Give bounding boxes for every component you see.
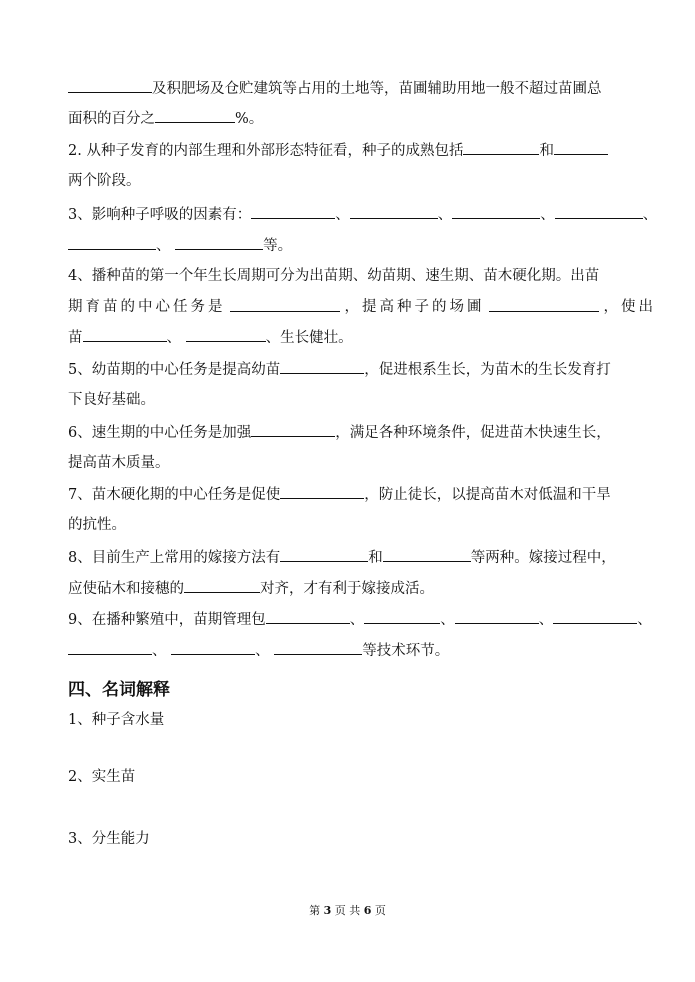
question-4-line-2: [68, 297, 656, 317]
answer-blank[interactable]: [175, 235, 263, 250]
answer-blank[interactable]: [280, 484, 364, 499]
question-9-line-2: [68, 640, 656, 661]
term-item: 1、种子含水量: [68, 712, 165, 728]
question-4-line-3: [68, 327, 656, 348]
answer-blank[interactable]: [155, 108, 235, 123]
question-8-line-2: [68, 578, 656, 599]
separator: 、: [642, 207, 658, 223]
question-text: ，防止徒长，以提高苗木对低温和干旱: [364, 487, 611, 503]
question-6-line-1: [68, 422, 656, 443]
question-1-line-2: [68, 108, 656, 129]
answer-blank[interactable]: [553, 609, 637, 624]
footer-text: 页: [374, 904, 386, 917]
question-text: ，促进根系生长，为苗木的生长发育打: [364, 362, 611, 378]
question-4-line-1: 4、播种苗的第一个年生长周期可分为出苗期、幼苗期、速生期、苗木硬化期。出苗: [68, 268, 600, 284]
question-text: 、生长健壮。: [265, 330, 353, 346]
answer-blank[interactable]: [251, 204, 335, 219]
answer-blank[interactable]: [68, 640, 152, 655]
separator: 、: [335, 207, 350, 223]
question-9-line-1: [68, 609, 656, 630]
question-text: 等。: [263, 238, 293, 254]
question-text: ，提高种子的场圃: [344, 299, 485, 315]
question-5-line-1: [68, 359, 656, 380]
answer-blank[interactable]: [266, 609, 350, 624]
separator: 、: [637, 612, 652, 628]
term-item: 3、分生能力: [68, 831, 150, 847]
question-text: 应使砧木和接穗的: [68, 581, 184, 597]
answer-blank[interactable]: [350, 204, 438, 219]
answer-blank[interactable]: [68, 78, 152, 93]
answer-blank[interactable]: [274, 640, 362, 655]
question-8-line-1: [68, 547, 656, 568]
answer-blank[interactable]: [68, 235, 156, 250]
question-text: 对齐，才有利于嫁接成活。: [260, 581, 434, 597]
answer-blank[interactable]: [171, 640, 255, 655]
answer-blank[interactable]: [83, 327, 167, 342]
term-item: 2、实生苗: [68, 769, 136, 785]
answer-blank[interactable]: [383, 547, 471, 562]
separator: 、: [538, 612, 554, 628]
question-text: 和: [368, 550, 383, 566]
question-6-line-2: 提高苗木质量。: [68, 455, 170, 471]
answer-blank[interactable]: [186, 327, 266, 342]
question-text: 3、影响种子呼吸的因素有：: [68, 207, 252, 223]
separator: 、: [349, 612, 365, 628]
question-text: 9、在播种繁殖中，苗期管理包: [68, 612, 266, 628]
question-text: 等两种。嫁接过程中，: [470, 550, 616, 566]
question-text: 等技术环节。: [362, 643, 450, 659]
question-text: 面积的百分之: [68, 111, 155, 127]
answer-blank[interactable]: [251, 422, 335, 437]
answer-blank[interactable]: [184, 578, 260, 593]
question-text: %。: [235, 111, 264, 127]
question-text: 8、目前生产上常用的嫁接方法有: [68, 550, 281, 566]
answer-blank[interactable]: [364, 609, 440, 624]
separator: 、: [166, 330, 181, 346]
footer-text: 页 共: [334, 904, 361, 917]
question-2-line-2: 两个阶段。: [68, 173, 141, 189]
answer-blank[interactable]: [280, 547, 368, 562]
footer-text: 第: [309, 904, 321, 917]
question-text: 6、速生期的中心任务是加强: [68, 425, 252, 441]
question-5-line-2: 下良好基础。: [68, 392, 155, 408]
answer-blank[interactable]: [455, 609, 539, 624]
separator: 、: [437, 207, 453, 223]
separator: 、: [156, 238, 171, 254]
section-heading: 四、名词解释: [68, 680, 170, 700]
separator: 、: [440, 612, 455, 628]
question-7-line-2: 的抗性。: [68, 517, 126, 533]
question-text: 及积肥场及仓贮建筑等占用的土地等，苗圃辅助用地一般不超过苗圃总: [152, 81, 602, 97]
question-text: 2. 从种子发育的内部生理和外部形态特征看，种子的成熟包括: [68, 143, 464, 159]
question-text: ，满足各种环境条件，促进苗木快速生长，: [335, 425, 611, 441]
answer-blank[interactable]: [280, 359, 364, 374]
page-number: 3: [323, 904, 332, 917]
question-text: 7、苗木硬化期的中心任务是促使: [68, 487, 281, 503]
question-text: ，使出: [603, 299, 656, 315]
question-7-line-1: [68, 484, 656, 505]
answer-blank[interactable]: [555, 204, 643, 219]
question-3-line-2: [68, 235, 656, 256]
page-footer: [0, 902, 695, 918]
question-text: 5、幼苗期的中心任务是提高幼苗: [68, 362, 281, 378]
question-text: 期育苗的中心任务是: [68, 299, 226, 315]
answer-blank[interactable]: [230, 297, 340, 312]
question-1-line-1: [68, 78, 656, 99]
answer-blank[interactable]: [489, 297, 599, 312]
separator: 、: [152, 643, 167, 659]
answer-blank[interactable]: [463, 140, 539, 155]
answer-blank[interactable]: [452, 204, 540, 219]
total-pages: 6: [363, 904, 372, 917]
question-3-line-1: [68, 204, 656, 225]
answer-blank[interactable]: [554, 140, 608, 155]
question-text: 苗: [68, 330, 83, 346]
question-2-line-1: [68, 140, 656, 161]
separator: 、: [540, 207, 555, 223]
separator: 、: [255, 643, 270, 659]
question-text: 和: [539, 143, 554, 159]
